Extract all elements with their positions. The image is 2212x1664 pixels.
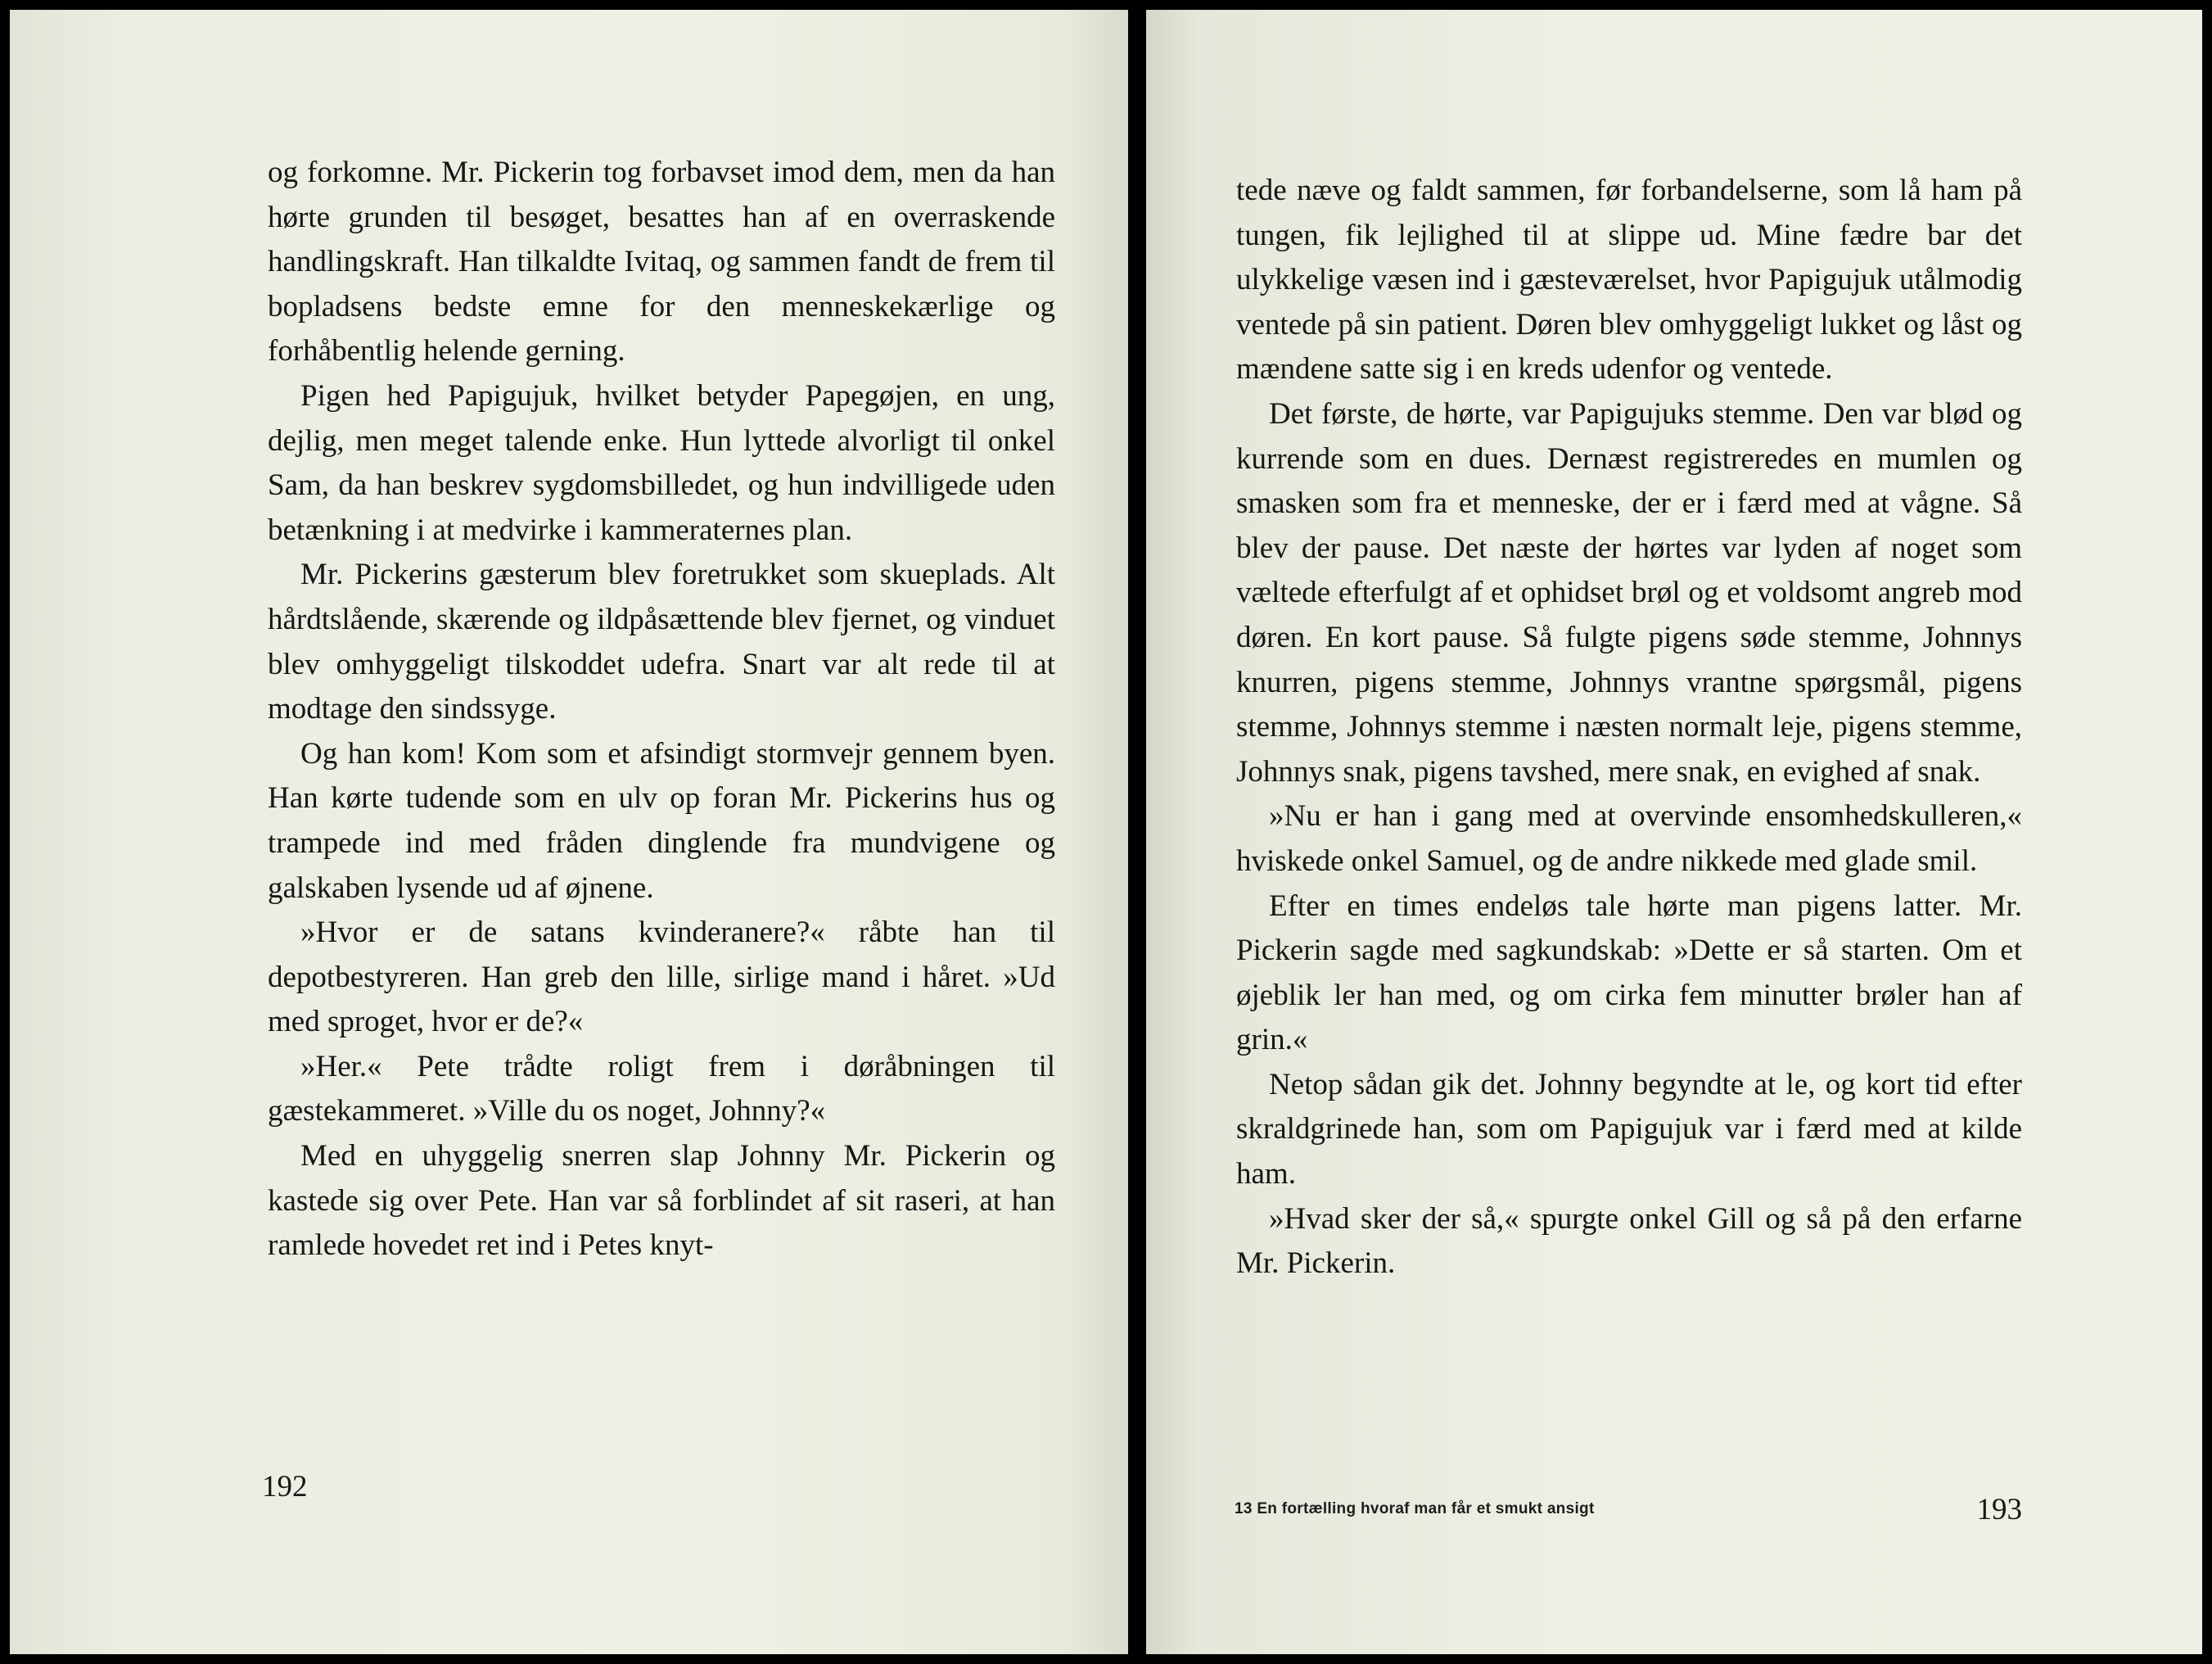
page-number: 192 (262, 1470, 308, 1503)
left-page-text (268, 151, 1055, 1268)
paragraph: Mr. Pickerins gæsterum blev foretrukket som skueplads. Alt hårdtslående, skærende og ildpåsættende blev fjernet, og vinduet blev omhyggeligt tilskoddet udefra. Snart var alt rede til at modtage den sindssyge. (268, 558, 1055, 726)
paragraph: tede næve og faldt sammen, før forbandelserne, som lå ham på tungen, fik lejlighed til at slippe ud. Mine fædre bar det ulykkelige væsen ind i gæsteværelset, hvor Papigujuk utålmodig ventede på sin patient. Døren blev omhyggeligt lukket og låst og mændene satte sig i en kreds udenfor og ventede. (1236, 174, 2022, 387)
paragraph: og forkomne. Mr. Pickerin tog forbavset imod dem, men da han hørte grunden til besøget, besattes han af en overraskende handlingskraft. Han tilkaldte Ivitaq, og sammen fandt de frem til bopladsens bedste emne for den menneskekærlige og forhåbentlig helende gerning. (268, 156, 1055, 369)
right-page-text (1236, 169, 2022, 1286)
right-page (1146, 10, 2202, 1654)
paragraph: Pigen hed Papigujuk, hvilket betyder Papegøjen, en ung, dejlig, men meget talende enke. Hun lyttede alvorligt til onkel Sam, da han beskrev sygdomsbilledet, og hun indvilligede uden betænkning i at medvirke i kammeraternes plan. (268, 378, 1055, 547)
paragraph: Efter en times endeløs tale hørte man pigens latter. Mr. Pickerin sagde med sagkundskab: »Dette er så starten. Om et øjeblik ler han med, og om cirka fem minutter brøler han af grin.« (1236, 889, 2022, 1057)
left-page (10, 10, 1128, 1654)
paragraph: »Her.« Pete trådte roligt frem i døråbningen til gæstekammeret. »Ville du os noget, Johnny?« (268, 1049, 1055, 1128)
page-number: 193 (1976, 1493, 2022, 1526)
paragraph: Og han kom! Kom som et afsindigt stormvejr gennem byen. Han kørte tudende som en ulv op foran Mr. Pickerins hus og trampede ind med fråden dinglende fra mundvigene og galskaben lysende ud af øjnene. (268, 736, 1055, 905)
printer-signature: 13 En fortælling hvoraf man får et smukt ansigt (1235, 1500, 1595, 1517)
paragraph: Med en uhyggelig snerren slap Johnny Mr. Pickerin og kastede sig over Pete. Han var så forblindet af sit raseri, at han ramlede hovedet ret ind i Petes knyt- (268, 1139, 1055, 1263)
paragraph: Netop sådan gik det. Johnny begyndte at le, og kort tid efter skraldgrinede han, som om Papigujuk var i færd med at kilde ham. (1236, 1067, 2022, 1191)
paragraph: »Nu er han i gang med at overvinde ensomhedskulleren,« hviskede onkel Samuel, og de andre nikkede med glade smil. (1236, 799, 2022, 878)
paragraph: »Hvor er de satans kvinderanere?« råbte han til depotbestyreren. Han greb den lille, sirlige mand i håret. »Ud med sproget, hvor er de?« (268, 916, 1055, 1039)
paragraph: Det første, de hørte, var Papigujuks stemme. Den var blød og kurrende som en dues. Dernæst registreredes en mumlen og smasken som fra et menneske, der er i færd med at vågne. Så blev der pause. Det næste der hørtes var lyden af noget som væltede efterfulgt af et ophidset brøl og et voldsomt angreb mod døren. En kort pause. Så fulgte pigens søde stemme, Johnnys knurren, pigens stemme, Johnnys vrantne spørgsmål, pigens stemme, Johnnys stemme i næsten normalt leje, pigens stemme, Johnnys snak, pigens tavshed, mere snak, en evighed af snak. (1236, 396, 2022, 789)
paragraph: »Hvad sker der så,« spurgte onkel Gill og så på den erfarne Mr. Pickerin. (1236, 1201, 2022, 1281)
